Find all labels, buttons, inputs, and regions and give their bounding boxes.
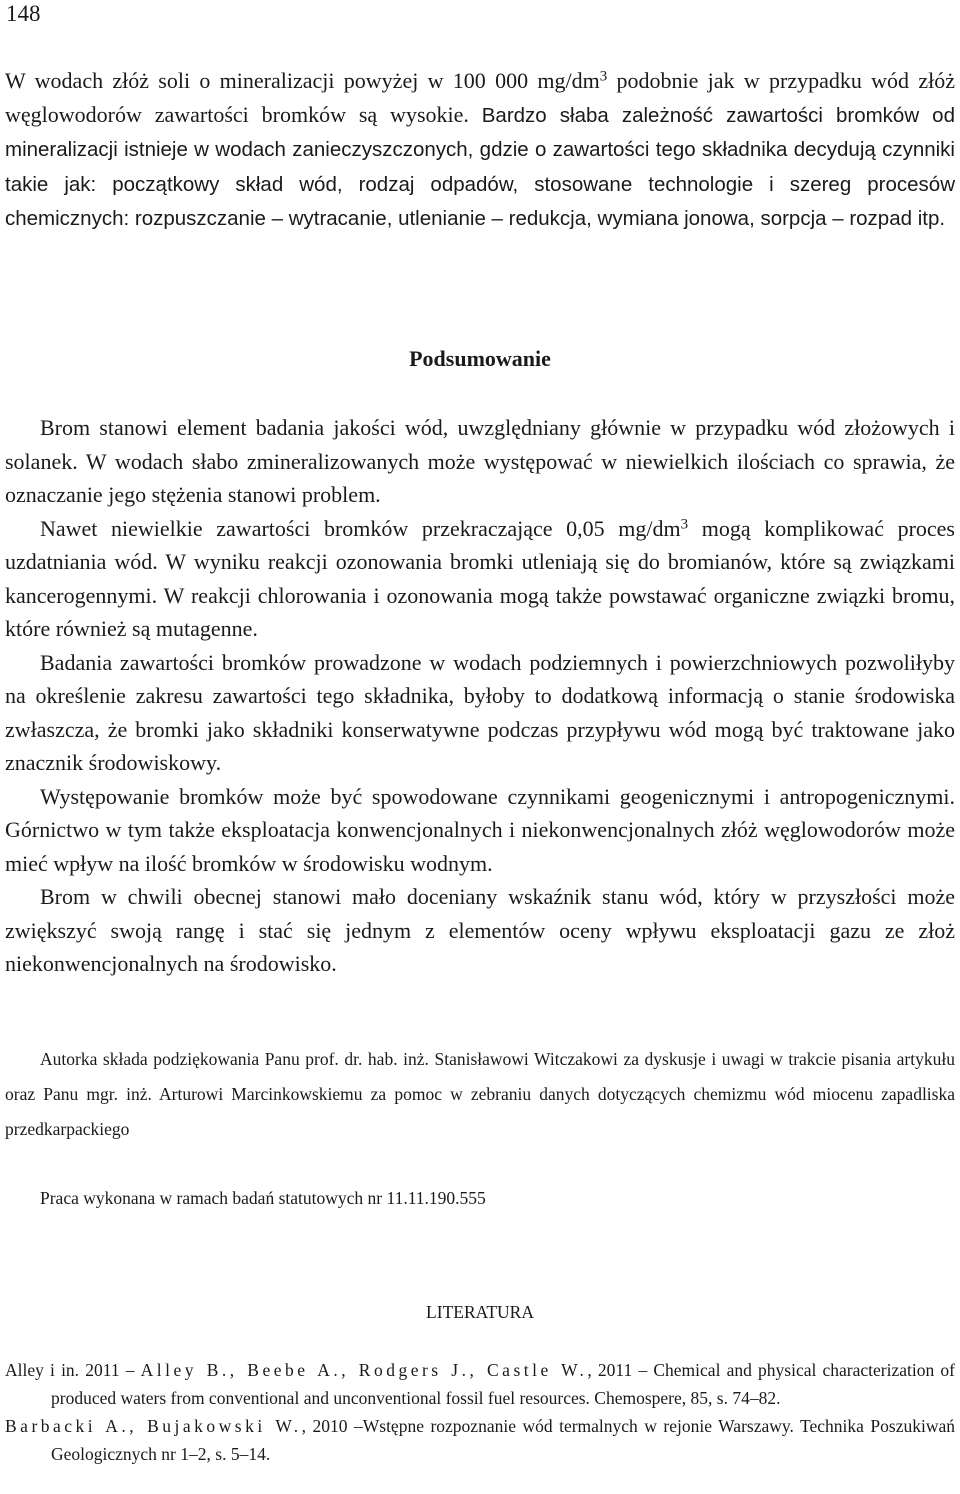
summary-p2-superscript: 3 xyxy=(680,516,689,533)
reference-item xyxy=(5,1412,955,1468)
summary-paragraph-1: Brom stanowi element badania jakości wód, uwzględniany głównie w przypadku wód złożowych i solanek. W wodach słabo zmineralizowanych może występować w niewielkich ilościach co sprawia, że oznaczanie jego stężenia stanowi problem. xyxy=(5,415,955,507)
reference-rest: , 2011 – Chemical and physical characterization of produced waters from conventional and unconventional fossil fuel resources. Chemospere, 85, s. 74–82. xyxy=(51,1360,955,1408)
literature-title: LITERATURA xyxy=(426,1302,534,1322)
acknowledgement-text: Autorka składa podziękowania Panu prof. dr. hab. inż. Stanisławowi Witczakowi za dyskusje i uwagi w trakcie pisania artykułu oraz Panu mgr. inż. Arturowi Marcinkowskiemu za pomoc w zebraniu danych dotyczących chemizmu wód miocenu zapadliska przedkarpackiego xyxy=(5,1049,955,1139)
reference-lead: Alley i in. 2011 – xyxy=(5,1360,141,1380)
page-number: 148 xyxy=(6,1,41,26)
summary-paragraph-2 xyxy=(5,512,955,646)
intro-paragraph xyxy=(5,64,955,236)
references-list xyxy=(5,1356,955,1468)
reference-authors: Barbacki A., Bujakowski W. xyxy=(5,1416,302,1436)
funding-note: Praca wykonana w ramach badań statutowych nr 11.11.190.555 xyxy=(40,1188,486,1208)
reference-item xyxy=(5,1356,955,1412)
summary-p2-text-a: Nawet niewielkie zawartości bromków przekraczające 0,05 mg/dm xyxy=(40,515,681,541)
reference-authors: Alley B., Beebe A., Rodgers J., Castle W. xyxy=(140,1360,588,1380)
summary-section xyxy=(5,411,955,981)
summary-p2-text-b: mogą komplikować proces uzdatniania wód. W wyniku reakcji ozonowania bromki utleniają się do bromianów, które są związkami kancerogennymi. W reakcji chlorowania i ozonowania mogą także powstawać organiczne związki bromu, które również są mutagenne. xyxy=(5,515,955,641)
intro-text-c: Bardzo słaba zależność zawartości bromków od mineralizacji istnieje w wodach zanieczyszczonych, gdzie o zawartości tego składnika decydują czynniki takie jak: początkowy skład wód, rodzaj odpadów, stosowane technologie i szereg procesów chemicznych: rozpuszczanie – wytracanie, utlenianie – redukcja, wymiana jonowa, sorpcja – rozpad itp. xyxy=(5,103,955,230)
intro-text-b: podobnie jak w przypadku wód złóż węglowodorów zawartości bromków są wysokie. xyxy=(5,68,955,127)
summary-paragraph-3: Badania zawartości bromków prowadzone w wodach podziemnych i powierzchniowych pozwoliłyby na określenie zakresu zawartości tego składnika, byłoby to dodatkową informacją o stanie środowiska zwłaszcza, że bromki jako składniki konserwatywne podczas przypływu wód mogą być traktowane jako znacznik środowiskowy. xyxy=(5,649,955,775)
summary-paragraph-5: Brom w chwili obecnej stanowi mało doceniany wskaźnik stanu wód, który w przyszłości może zwiększyć swoją rangę i stać się jednym z elementów oceny wpływu eksploatacji gazu ze złoż niekonwencjonalnych na środowisko. xyxy=(5,884,955,976)
intro-superscript: 3 xyxy=(599,68,608,85)
reference-rest: , 2010 –Wstępne rozpoznanie wód termalnych w rejonie Warszawy. Technika Poszukiwań Geologicznych nr 1–2, s. 5–14. xyxy=(51,1416,955,1464)
summary-paragraph-4: Występowanie bromków może być spowodowane czynnikami geogenicznymi i antropogenicznymi. Górnictwo w tym także eksploatacja konwencjonalnych i niekonwencjonalnych złóż węglowodorów może mieć wpływ na ilość bromków w środowisku wodnym. xyxy=(5,783,955,876)
intro-text-a: W wodach złóż soli o mineralizacji powyżej w 100 000 mg/dm xyxy=(5,68,600,93)
acknowledgement xyxy=(5,1042,955,1147)
section-heading: Podsumowanie xyxy=(409,346,551,371)
